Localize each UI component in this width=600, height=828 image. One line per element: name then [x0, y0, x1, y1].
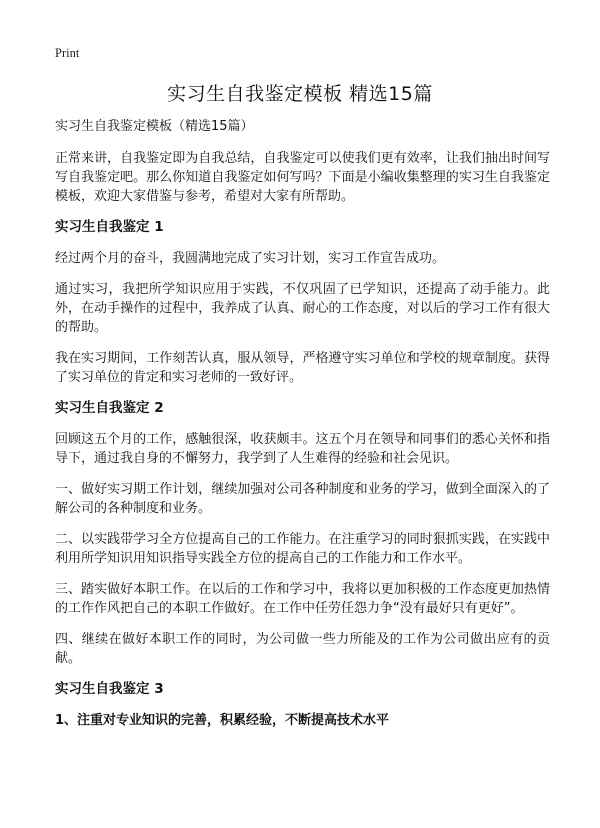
intro-paragraph: 正常来讲，自我鉴定即为自我总结，自我鉴定可以使我们更有效率，让我们抽出时间写写自我鉴定吧。那么你知道自我鉴定如何写吗？下面是小编收集整理的实习生自我鉴定模板，欢迎大家借鉴与参考，希望对大家有所帮助。: [55, 151, 550, 204]
paragraph: 我在实习期间，工作刻苦认真，服从领导，严格遵守实习单位和学校的规章制度。获得了实习单位的肯定和实习老师的一致好评。: [55, 351, 550, 385]
list-paragraph-2: 二、以实践带学习全方位提高自己的工作能力。在注重学习的同时狠抓实践，在实践中利用所学知识用知识指导实践全方位的提高自己的工作能力和工作水平。: [55, 532, 550, 566]
list-paragraph-4: 四、继续在做好本职工作的同时，为公司做一些力所能及的工作为公司做出应有的贡献。: [55, 632, 550, 666]
section-subheading: 1、注重对专业知识的完善，积累经验，不断提高技术水平: [55, 713, 390, 728]
print-link[interactable]: Print: [55, 46, 80, 60]
list-paragraph-3: 三、踏实做好本职工作。在以后的工作和学习中，我将以更加积极的工作态度更加热情的工作作风把自己的本职工作做好。在工作中任劳任怨力争“没有最好只有更好”。: [55, 582, 550, 616]
paragraph: 通过实习，我把所学知识应用于实践，不仅巩固了已学知识，还提高了动手能力。此外，在动手操作的过程中，我养成了认真、耐心的工作态度，对以后的学习工作有很大的帮助。: [55, 282, 550, 335]
paragraph: 经过两个月的奋斗，我圆满地完成了实习计划，实习工作宣告成功。: [55, 251, 446, 266]
paragraph: 回顾这五个月的工作，感触很深，收获颇丰。这五个月在领导和同事们的悉心关怀和指导下，通过我自身的不懈努力，我学到了人生难得的经验和社会见识。: [55, 432, 550, 466]
page-title: 实习生自我鉴定模板 精选15篇: [167, 83, 433, 105]
section-heading-1: 实习生自我鉴定 1: [55, 219, 164, 235]
document-body: [55, 118, 550, 730]
section-heading-3: 实习生自我鉴定 3: [55, 681, 164, 697]
section-heading-2: 实习生自我鉴定 2: [55, 400, 164, 416]
document-subtitle: 实习生自我鉴定模板（精选15篇）: [55, 119, 254, 134]
list-paragraph-1: 一、做好实习期工作计划，继续加强对公司各种制度和业务的学习，做到全面深入的了解公司的各种制度和业务。: [55, 482, 550, 516]
